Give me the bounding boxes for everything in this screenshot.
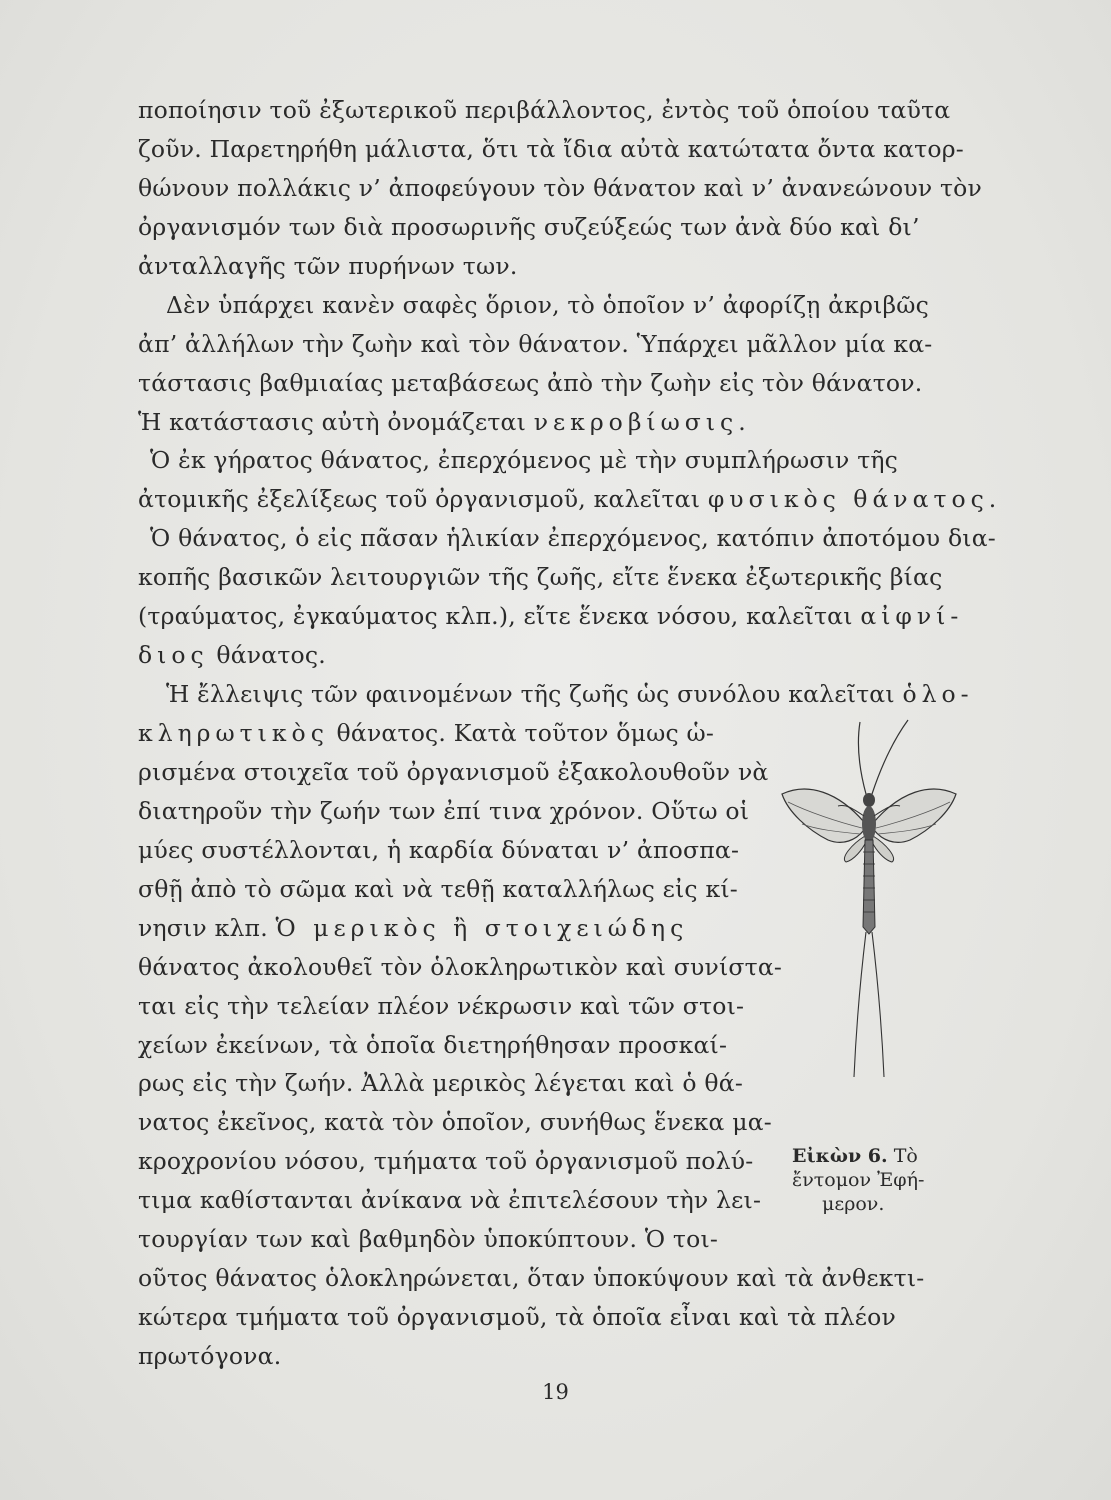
spaced-term: νεκροβίωσις. xyxy=(533,408,751,436)
text-line: ἀπ’ ἀλλήλων τὴν ζωὴν καὶ τὸν θάνατον. Ὑπάρχει μᾶλλον μία κα- xyxy=(138,330,933,358)
text-line: ρισμένα στοιχεῖα τοῦ ὀργανισμοῦ ἐξακολουθοῦν νὰ xyxy=(138,758,769,786)
text-line: θάνατος ἀκολουθεῖ τὸν ὁλοκληρωτικὸν καὶ συνίστα- xyxy=(138,953,783,981)
text-line: πρωτόγονα. xyxy=(138,1342,282,1370)
page-number: 19 xyxy=(542,1380,569,1404)
caption-label: Εἰκὼν 6. xyxy=(792,1145,888,1167)
text-line: μύες συστέλλονται, ἡ καρδία δύναται ν’ ἀποσπα- xyxy=(138,836,740,864)
text-line: σθῇ ἀπὸ τὸ σῶμα καὶ νὰ τεθῇ καταλλήλως εἰς κί- xyxy=(138,875,738,903)
text-span: νησιν κλπ. xyxy=(138,914,268,942)
text-line: κοπῆς βασικῶν λειτουργιῶν τῆς ζωῆς, εἴτε ἕνεκα ἐξωτερικῆς βίας xyxy=(138,563,943,591)
text-line: Ὁ ἐκ γήρατος θάνατος, ἐπερχόμενος μὲ τὴν συμπλήρωσιν τῆς xyxy=(150,446,899,474)
caption-text: ἔντομον Ἐφή- xyxy=(792,1169,925,1191)
text-line xyxy=(138,485,1002,513)
text-line: τουργίαν των καὶ βαθμηδὸν ὑποκύπτουν. Ὁ τοι- xyxy=(138,1225,719,1253)
text-line: ρως εἰς τὴν ζωήν. Ἀλλὰ μερικὸς λέγεται καὶ ὁ θά- xyxy=(138,1069,743,1097)
spaced-term: ὁλο- xyxy=(902,680,974,708)
text-span: (τραύματος, ἐγκαύματος κλπ.), εἴτε ἕνεκα νόσου, καλεῖται xyxy=(138,602,853,630)
spaced-term: διος xyxy=(138,641,209,669)
figure-caption xyxy=(792,1144,924,1216)
text-line: ὀργανισμόν των διὰ προσωρινῆς συζεύξεώς των ἀνὰ δύο καὶ δι’ xyxy=(138,213,920,241)
spaced-term: Ὁ μερικὸς ἢ στοιχειώδης xyxy=(275,914,689,942)
text-line: ζοῦν. Παρετηρήθη μάλιστα, ὅτι τὰ ἴδια αὐτὰ κατώτατα ὄντα κατορ- xyxy=(138,135,964,163)
text-line xyxy=(138,719,714,747)
text-line xyxy=(138,914,689,942)
text-line: Δὲν ὑπάρχει κανὲν σαφὲς ὅριον, τὸ ὁποῖον ν’ ἀφορίζῃ ἀκριβῶς xyxy=(166,291,930,319)
text-span: θάνατος. Κατὰ τοῦτον ὅμως ὡ- xyxy=(336,719,714,747)
text-span: ἀτομικῆς ἐξελίξεως τοῦ ὀργανισμοῦ, καλεῖται xyxy=(138,485,701,513)
text-line: θώνουν πολλάκις ν’ ἀποφεύγουν τὸν θάνατον καὶ ν’ ἀνανεώνουν τὸν xyxy=(138,174,983,202)
mayfly-illustration xyxy=(768,712,978,1082)
spaced-term: φυσικὸς θάνατος. xyxy=(707,485,1002,513)
text-span: θάνατος. xyxy=(216,641,326,669)
text-line: κώτερα τμήματα τοῦ ὀργανισμοῦ, τὰ ὁποῖα εἶναι καὶ τὰ πλέον xyxy=(138,1303,896,1331)
text-line: νατος ἐκεῖνος, κατὰ τὸν ὁποῖον, συνήθως ἕνεκα μα- xyxy=(138,1108,772,1136)
text-line: κροχρονίου νόσου, τμήματα τοῦ ὀργανισμοῦ πολύ- xyxy=(138,1147,754,1175)
text-line: οῦτος θάνατος ὁλοκληρώνεται, ὅταν ὑποκύψουν καὶ τὰ ἀνθεκτι- xyxy=(138,1264,925,1292)
spaced-term: κληρωτικὸς xyxy=(138,719,329,747)
text-line xyxy=(138,641,326,669)
text-line: χείων ἐκείνων, τὰ ὁποῖα διετηρήθησαν προσκαί- xyxy=(138,1031,728,1059)
spaced-term: αἰφνί- xyxy=(860,602,964,630)
text-span: Ἡ κατάστασις αὐτὴ ὀνομάζεται xyxy=(138,408,527,436)
text-line: ποποίησιν τοῦ ἐξωτερικοῦ περιβάλλοντος, ἐντὸς τοῦ ὁποίου ταῦτα xyxy=(138,96,951,124)
text-line: ται εἰς τὴν τελείαν πλέον νέκρωσιν καὶ τῶν στοι- xyxy=(138,992,745,1020)
text-line: Ὁ θάνατος, ὁ εἰς πᾶσαν ἡλικίαν ἐπερχόμενος, κατόπιν ἀποτόμου δια- xyxy=(150,524,996,552)
text-line: τιμα καθίστανται ἀνίκανα νὰ ἐπιτελέσουν τὴν λει- xyxy=(138,1186,762,1214)
text-line xyxy=(166,680,974,708)
text-line: ἀνταλλαγῆς τῶν πυρήνων των. xyxy=(138,252,518,280)
caption-text: μερον. xyxy=(822,1193,885,1215)
text-span: Ἡ ἔλλειψις τῶν φαινομένων τῆς ζωῆς ὡς συνόλου καλεῖται xyxy=(166,680,895,708)
text-line xyxy=(138,408,751,436)
text-line xyxy=(138,602,964,630)
text-line: τάστασις βαθμιαίας μεταβάσεως ἀπὸ τὴν ζωὴν εἰς τὸν θάνατον. xyxy=(138,369,923,397)
caption-text: Τὸ xyxy=(893,1145,918,1167)
text-line: διατηροῦν τὴν ζωήν των ἐπί τινα χρόνον. Οὕτω οἱ xyxy=(138,797,750,825)
